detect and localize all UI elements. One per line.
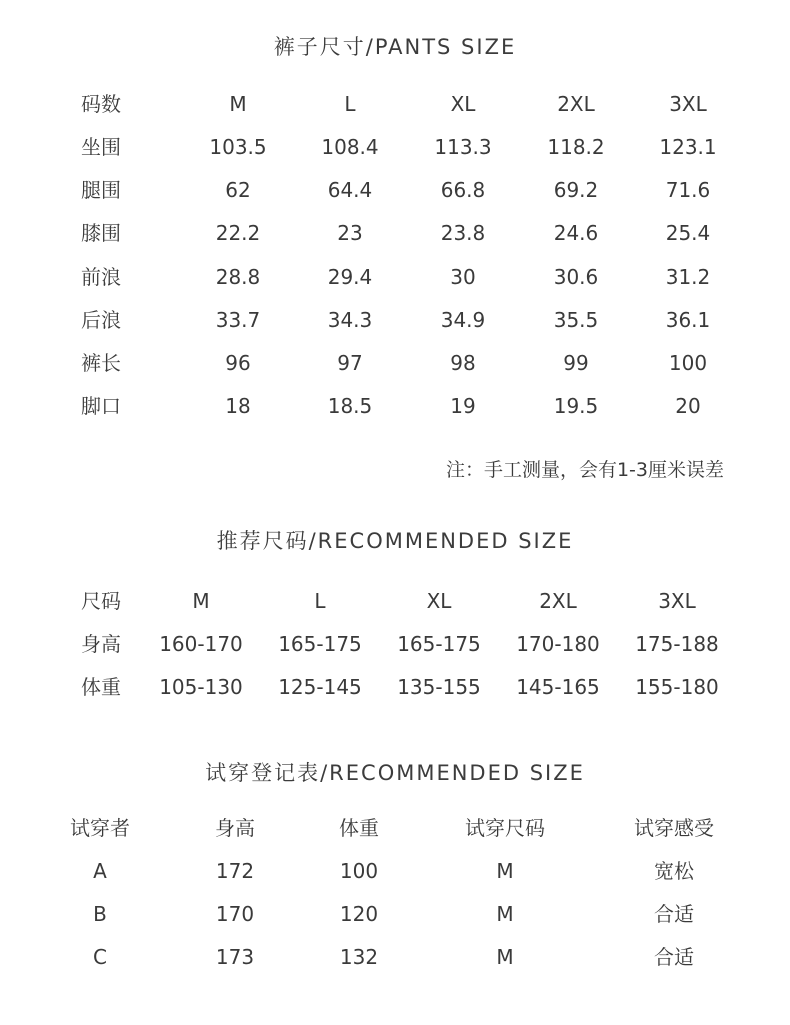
table-cell: 28.8: [215, 265, 261, 289]
column-header: M: [229, 92, 247, 116]
table-cell: 172: [215, 859, 255, 883]
table-row: [0, 672, 790, 702]
table-cell: 100: [339, 859, 379, 883]
table-cell: 99: [563, 351, 589, 375]
column-header: 试穿尺码: [465, 816, 545, 840]
table-cell: 23.8: [440, 221, 486, 245]
table-cell: 170-180: [516, 632, 600, 656]
table-cell: 132: [339, 945, 379, 969]
column-header: XL: [426, 589, 452, 613]
table-cell: 30: [450, 265, 476, 289]
table-cell: 165-175: [397, 632, 481, 656]
table-cell: 宽松: [654, 859, 694, 883]
row-label: 前浪: [81, 265, 121, 289]
row-label: 身高: [81, 632, 121, 656]
table-header-row: [0, 586, 790, 616]
table-cell: 103.5: [209, 135, 267, 159]
table-cell: 34.3: [327, 308, 373, 332]
table-row: [0, 175, 790, 205]
table-cell: 24.6: [553, 221, 599, 245]
column-header: 2XL: [557, 92, 595, 116]
table-cell: 71.6: [665, 178, 711, 202]
table-cell: 29.4: [327, 265, 373, 289]
table-cell: 170: [215, 902, 255, 926]
row-label: 体重: [81, 675, 121, 699]
column-header: 体重: [339, 816, 379, 840]
table-cell: 33.7: [215, 308, 261, 332]
table-cell: 25.4: [665, 221, 711, 245]
table-cell: 160-170: [159, 632, 243, 656]
table-row: [0, 305, 790, 335]
table-header-row: [0, 813, 790, 843]
table-cell: 66.8: [440, 178, 486, 202]
column-header: L: [314, 589, 326, 613]
table-cell: 18.5: [327, 394, 373, 418]
table-cell: 35.5: [553, 308, 599, 332]
table-row: [0, 629, 790, 659]
row-label: 膝围: [81, 221, 121, 245]
table-cell: 22.2: [215, 221, 261, 245]
table-cell: 108.4: [321, 135, 379, 159]
table-row: [0, 899, 790, 929]
row-label: 裤长: [81, 351, 121, 375]
table-cell: 62: [225, 178, 251, 202]
table-row: [0, 391, 790, 421]
column-header: XL: [450, 92, 476, 116]
table-cell: A: [93, 859, 107, 883]
table-cell: 69.2: [553, 178, 599, 202]
table-cell: 19.5: [553, 394, 599, 418]
table-cell: 165-175: [278, 632, 362, 656]
table-cell: 98: [450, 351, 476, 375]
table-cell: 173: [215, 945, 255, 969]
table-cell: 175-188: [635, 632, 719, 656]
table-cell: 135-155: [397, 675, 481, 699]
column-header: 2XL: [539, 589, 577, 613]
table-cell: 125-145: [278, 675, 362, 699]
table-cell: 120: [339, 902, 379, 926]
table-cell: 18: [225, 394, 251, 418]
column-header: 码数: [81, 92, 121, 116]
table-cell: C: [93, 945, 107, 969]
table-cell: 合适: [654, 902, 694, 926]
table-cell: 123.1: [659, 135, 717, 159]
column-header: 3XL: [658, 589, 696, 613]
table-cell: M: [496, 902, 514, 926]
trial-record-title: 试穿登记表/RECOMMENDED SIZE: [205, 761, 585, 785]
row-label: 后浪: [81, 308, 121, 332]
table-cell: 113.3: [434, 135, 492, 159]
row-label: 坐围: [81, 135, 121, 159]
table-header-row: [0, 89, 790, 119]
table-cell: 合适: [654, 945, 694, 969]
table-cell: 155-180: [635, 675, 719, 699]
table-row: [0, 348, 790, 378]
table-cell: 23: [337, 221, 363, 245]
column-header: L: [344, 92, 356, 116]
table-cell: 30.6: [553, 265, 599, 289]
table-row: [0, 132, 790, 162]
table-cell: 100: [668, 351, 708, 375]
pants-size-title: 裤子尺寸/PANTS SIZE: [273, 35, 517, 59]
table-cell: 20: [675, 394, 701, 418]
table-cell: 19: [450, 394, 476, 418]
table-cell: 118.2: [547, 135, 605, 159]
table-cell: 105-130: [159, 675, 243, 699]
table-cell: 97: [337, 351, 363, 375]
column-header: 3XL: [669, 92, 707, 116]
table-cell: 145-165: [516, 675, 600, 699]
table-row: [0, 942, 790, 972]
table-row: [0, 218, 790, 248]
column-header: M: [192, 589, 210, 613]
column-header: 试穿感受: [634, 816, 714, 840]
table-cell: M: [496, 859, 514, 883]
table-row: [0, 856, 790, 886]
table-cell: 96: [225, 351, 251, 375]
column-header: 试穿者: [70, 816, 130, 840]
column-header: 尺码: [81, 589, 121, 613]
recommended-size-title: 推荐尺码/RECOMMENDED SIZE: [216, 529, 574, 553]
table-cell: 31.2: [665, 265, 711, 289]
table-cell: M: [496, 945, 514, 969]
measurement-note: 注：手工测量，会有1-3厘米误差: [445, 459, 724, 481]
row-label: 腿围: [81, 178, 121, 202]
table-cell: 34.9: [440, 308, 486, 332]
table-cell: 64.4: [327, 178, 373, 202]
column-header: 身高: [215, 816, 255, 840]
table-row: [0, 262, 790, 292]
row-label: 脚口: [81, 394, 121, 418]
table-cell: 36.1: [665, 308, 711, 332]
table-cell: B: [93, 902, 107, 926]
